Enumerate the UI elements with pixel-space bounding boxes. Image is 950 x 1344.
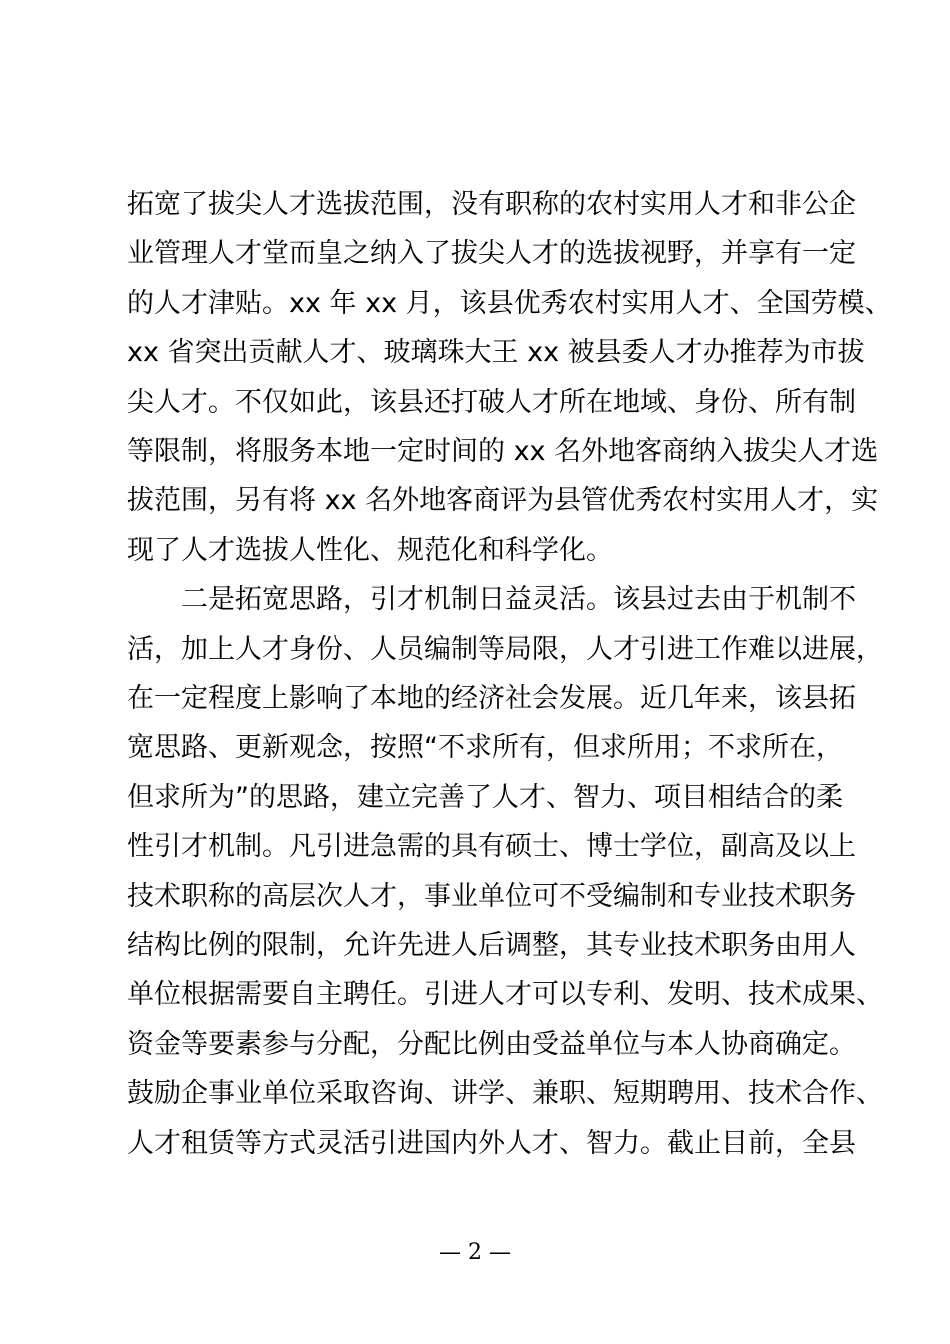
text-line: 宽思路、更新观念，按照“不求所有，但求所用；不求所在， [127,732,843,764]
text-line: 在一定程度上影响了本地的经济社会发展。近几年来，该县拓 [127,683,856,714]
page-number: — 2 — [439,1240,511,1265]
paragraph-first-line: 二是拓宽思路，引才机制日益灵活。该县过去由于机制不 [181,584,856,616]
text-line: 人才租赁等方式灵活引进国内外人才、智力。截止目前，全县 [127,1127,856,1159]
text-line: xx 省突出贡献人才、玻璃珠大王 xx 被县委人才办推荐为市拔 [127,337,865,369]
text-line: 现了人才选拔人性化、规范化和科学化。 [127,534,613,566]
text-line: 的人才津贴。xx 年 xx 月，该县优秀农村实用人才、全国劳模、 [127,287,892,319]
text-line: 尖人才。不仅如此，该县还打破人才所在地域、身份、所有制 [127,386,856,418]
text-line: 拓宽了拔尖人才选拔范围，没有职称的农村实用人才和非公企 [127,189,856,220]
text-line: 但求所为”的思路，建立完善了人才、智力、项目相结合的柔 [127,781,843,813]
text-line: 活，加上人才身份、人员编制等局限，人才引进工作难以进展， [127,633,883,665]
text-line: 性引才机制。凡引进急需的具有硕士、博士学位，副高及以上 [127,831,856,863]
text-line: 业管理人才堂而皇之纳入了拔尖人才的选拔视野，并享有一定 [127,238,856,270]
text-line: 资金等要素参与分配，分配比例由受益单位与本人协商确定。 [127,1028,856,1060]
text-line: 鼓励企事业单位采取咨询、讲学、兼职、短期聘用、技术合作、 [127,1078,883,1110]
text-line: 技术职称的高层次人才，事业单位可不受编制和专业技术职务 [127,880,856,912]
text-line: 拔范围，另有将 xx 名外地客商评为县管优秀农村实用人才，实 [127,485,879,517]
text-line: 单位根据需要自主聘任。引进人才可以专利、发明、技术成果、 [127,979,883,1011]
text-line: 结构比例的限制，允许先进人后调整，其专业技术职务由用人 [127,930,856,961]
text-line: 等限制，将服务本地一定时间的 xx 名外地客商纳入拔尖人才选 [127,436,879,467]
